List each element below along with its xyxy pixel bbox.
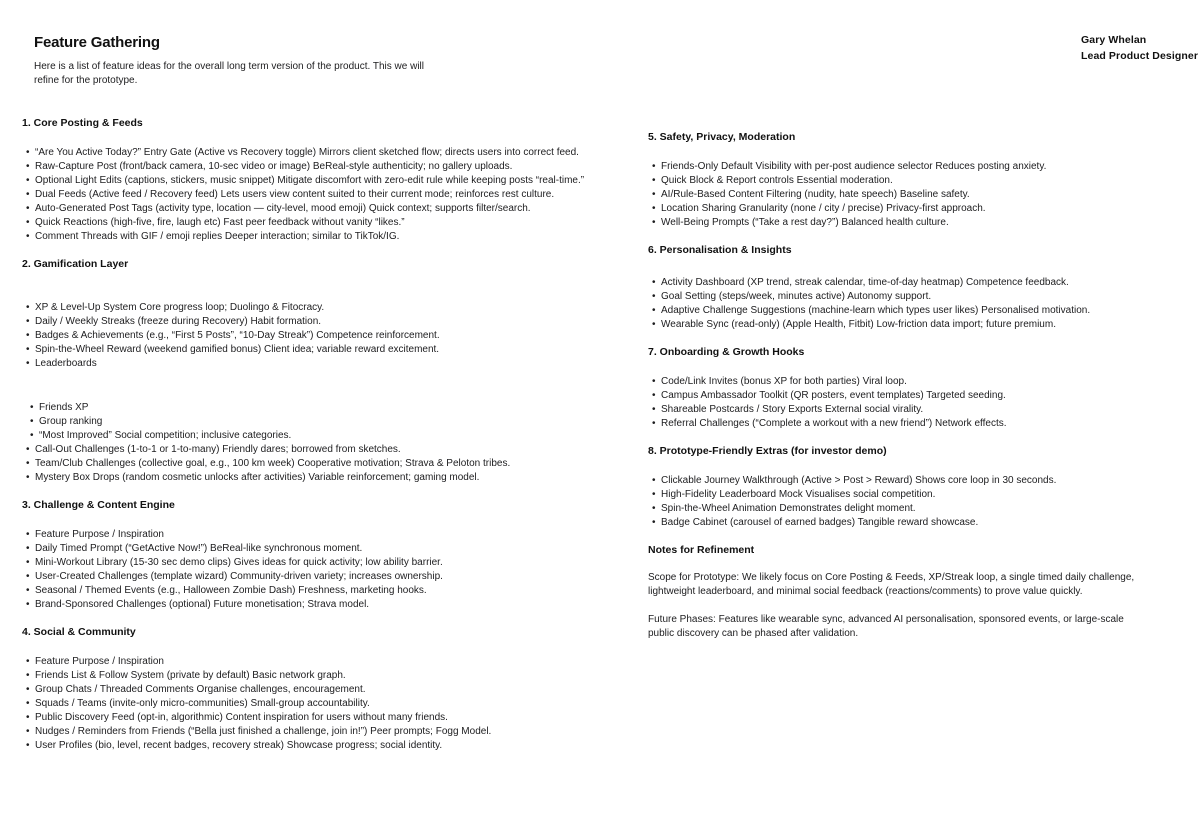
section-heading: 8. Prototype-Friendly Extras (for investor demo) [648,445,887,457]
section-heading: 7. Onboarding & Growth Hooks [648,346,805,358]
feature-item: • Mystery Box Drops (random cosmetic unlocks after activities) Variable reinforcement; gaming model. [35,471,600,485]
feature-item: • Location Sharing Granularity (none / city / precise) Privacy-first approach. [661,202,1138,216]
feature-item: • Quick Reactions (high-five, fire, laugh etc) Fast peer feedback without vanity “likes.” [35,216,600,230]
feature-section [22,116,600,244]
feature-list [22,528,600,612]
feature-item: • Dual Feeds (Active feed / Recovery feed) Lets users view content suited to their current mode; reinforces rest culture. [35,188,600,202]
feature-item: • Well-Being Prompts (“Take a rest day?”) Balanced health culture. [661,216,1138,230]
feature-item: • Activity Dashboard (XP trend, streak calendar, time-of-day heatmap) Competence feedback. [661,276,1138,290]
feature-item: • Badges & Achievements (e.g., “First 5 Posts”, “10-Day Streak”) Competence reinforcement. [35,329,600,343]
section-heading: 5. Safety, Privacy, Moderation [648,131,796,143]
feature-item: • Nudges / Reminders from Friends (“Bella just finished a challenge, join in!”) Peer prompts; Fogg Model. [35,725,600,739]
feature-section [22,498,600,612]
notes-section [648,543,1138,641]
feature-item: • Spin-the-Wheel Animation Demonstrates delight moment. [661,502,1138,516]
feature-item: • Campus Ambassador Toolkit (QR posters, event templates) Targeted seeding. [661,389,1138,403]
author-block [1081,32,1198,64]
feature-item: • Team/Club Challenges (collective goal, e.g., 100 km week) Cooperative motivation; Strava & Peloton tribes. [35,457,600,471]
feature-item: • AI/Rule-Based Content Filtering (nudity, hate speech) Baseline safety. [661,188,1138,202]
feature-list [22,301,600,485]
section-heading: 1. Core Posting & Feeds [22,117,143,129]
page-subtitle: Here is a list of feature ideas for the overall long term version of the product. This we will refine for the prototype. [34,61,424,86]
author-name: Gary Whelan [1081,34,1147,46]
page-title: Feature Gathering [34,34,160,51]
feature-section [648,345,1138,431]
feature-item: • Quick Block & Report controls Essential moderation. [661,174,1138,188]
feature-item: • “Are You Active Today?” Entry Gate (Active vs Recovery toggle) Mirrors client sketched flow; directs users into correct feed. [35,146,600,160]
feature-item: • Brand-Sponsored Challenges (optional) Future monetisation; Strava model. [35,598,600,612]
feature-item: • Adaptive Challenge Suggestions (machine-learn which types user likes) Personalised motivation. [661,304,1138,318]
author-role: Lead Product Designer [1081,50,1199,62]
feature-list [648,160,1138,230]
left-column [22,116,600,753]
feature-item: • Optional Light Edits (captions, stickers, music snippet) Mitigate discomfort with zero-edit rule while keeping posts “real-time.” [35,174,600,188]
feature-list [648,276,1138,332]
feature-item: • Friends-Only Default Visibility with per-post audience selector Reduces posting anxiety. [661,160,1138,174]
notes-heading: Notes for Refinement [648,544,755,556]
feature-list [22,655,600,753]
feature-item: • Squads / Teams (invite-only micro-communities) Small-group accountability. [35,697,600,711]
feature-item: • Seasonal / Themed Events (e.g., Halloween Zombie Dash) Freshness, marketing hooks. [35,584,600,598]
feature-section [22,625,600,753]
feature-item: • Raw-Capture Post (front/back camera, 10-sec video or image) BeReal-style authenticity; no gallery uploads. [35,160,600,174]
feature-section [22,257,600,485]
feature-item: • User-Created Challenges (template wizard) Community-driven variety; increases ownership. [35,570,600,584]
feature-item: • Leaderboards • Friends XP • Group ranking • “Most Improved” Social competition; inclusive categories. [35,357,600,443]
feature-subitem: • “Most Improved” Social competition; inclusive categories. [39,429,600,443]
feature-item: • User Profiles (bio, level, recent badges, recovery streak) Showcase progress; social identity. [35,739,600,753]
feature-item: • Daily / Weekly Streaks (freeze during Recovery) Habit formation. [35,315,600,329]
feature-item: • Call-Out Challenges (1-to-1 or 1-to-many) Friendly dares; borrowed from sketches. [35,443,600,457]
feature-item: • Shareable Postcards / Story Exports External social virality. [661,403,1138,417]
feature-list [648,474,1138,530]
section-heading: 3. Challenge & Content Engine [22,499,175,511]
feature-item: • Mini-Workout Library (15-30 sec demo clips) Gives ideas for quick activity; low ability barrier. [35,556,600,570]
feature-section [648,130,1138,230]
feature-list [648,375,1138,431]
right-column [648,130,1138,641]
feature-item: • Goal Setting (steps/week, minutes active) Autonomy support. [661,290,1138,304]
feature-section [648,444,1138,530]
feature-item: • Comment Threads with GIF / emoji replies Deeper interaction; similar to TikTok/IG. [35,230,600,244]
feature-item: • Group Chats / Threaded Comments Organise challenges, encouragement. [35,683,600,697]
feature-item: • Clickable Journey Walkthrough (Active > Post > Reward) Shows core loop in 30 seconds. [661,474,1138,488]
feature-item: • Spin-the-Wheel Reward (weekend gamified bonus) Client idea; variable reward excitement. [35,343,600,357]
feature-item: • XP & Level-Up System Core progress loop; Duolingo & Fitocracy. [35,301,600,315]
feature-item: • Badge Cabinet (carousel of earned badges) Tangible reward showcase. [661,516,1138,530]
feature-item: • Daily Timed Prompt (“GetActive Now!”) BeReal-like synchronous moment. [35,542,600,556]
header [34,34,434,87]
notes-paragraph-scope: Scope for Prototype: We likely focus on Core Posting & Feeds, XP/Streak loop, a single timed daily challenge, lightweight leaderboard, and minimal social feedback (reactions/comments) to prove value quickly. [648,572,1135,597]
feature-item: • Public Discovery Feed (opt-in, algorithmic) Content inspiration for users without many friends. [35,711,600,725]
feature-list [22,146,600,244]
feature-item: • Feature Purpose / Inspiration [35,655,600,669]
section-heading: 4. Social & Community [22,626,136,638]
feature-item: • Referral Challenges (“Complete a workout with a new friend”) Network effects. [661,417,1138,431]
feature-item: • Auto-Generated Post Tags (activity type, location — city-level, mood emoji) Quick context; supports filter/search. [35,202,600,216]
feature-item: • Friends List & Follow System (private by default) Basic network graph. [35,669,600,683]
feature-sublist [35,401,600,443]
section-heading: 6. Personalisation & Insights [648,244,792,256]
feature-item: • Wearable Sync (read-only) (Apple Health, Fitbit) Low-friction data import; future premium. [661,318,1138,332]
feature-section [648,243,1138,332]
feature-item: • Code/Link Invites (bonus XP for both parties) Viral loop. [661,375,1138,389]
notes-paragraph-future: Future Phases: Features like wearable sync, advanced AI personalisation, sponsored events, or large-scale public discovery can be phased after validation. [648,614,1124,639]
feature-item: • Feature Purpose / Inspiration [35,528,600,542]
feature-subitem: • Group ranking [39,415,600,429]
feature-item: • High-Fidelity Leaderboard Mock Visualises social competition. [661,488,1138,502]
section-heading: 2. Gamification Layer [22,258,129,270]
feature-subitem: • Friends XP [39,401,600,415]
